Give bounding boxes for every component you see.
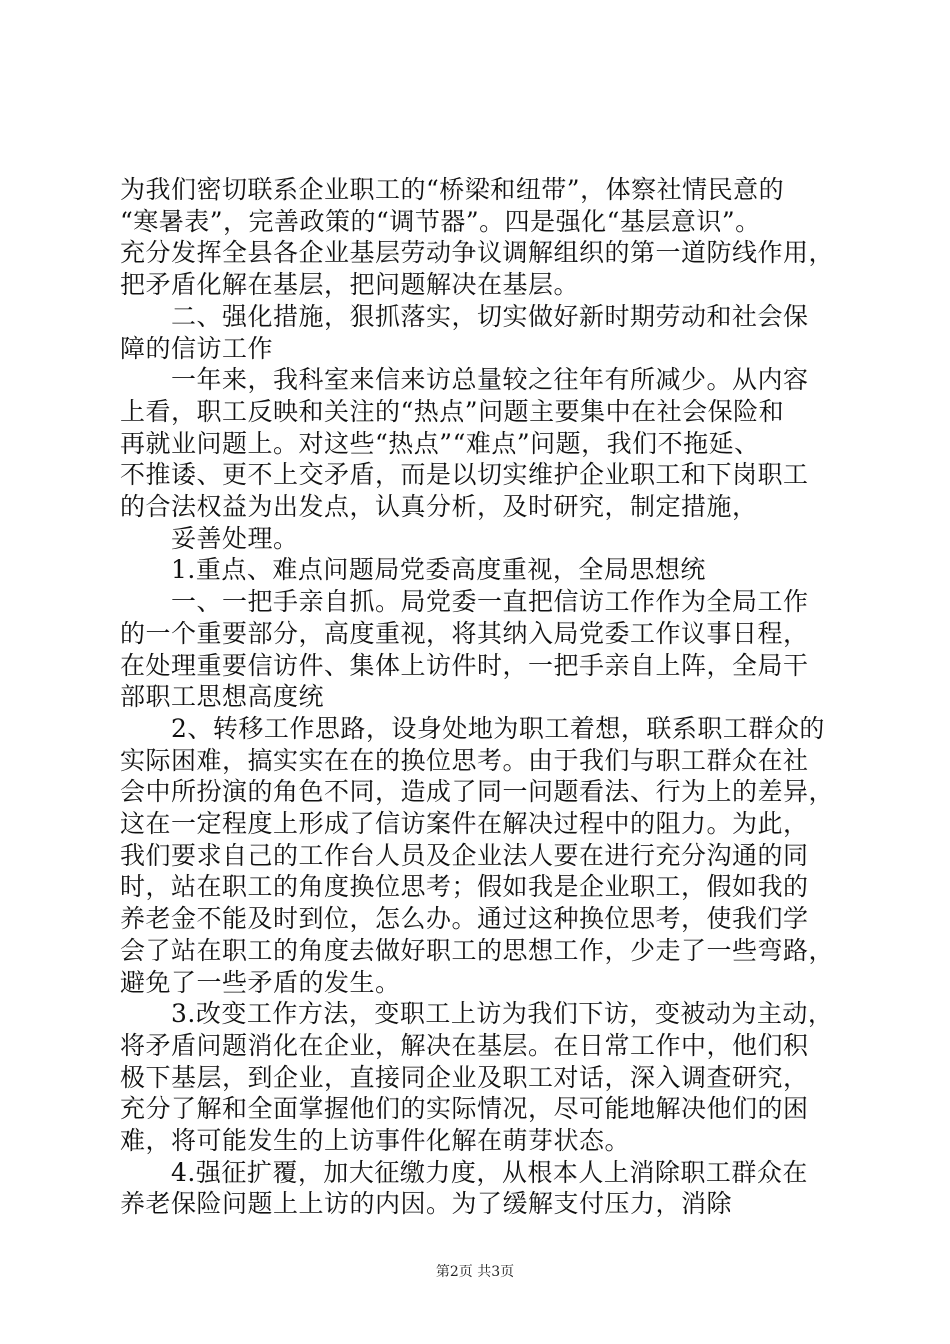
text-line: 避免了一些矛盾的发生。 <box>120 967 401 997</box>
text-line: 充分了解和全面掌握他们的实际情况，尽可能地解决他们的困 <box>120 1094 809 1124</box>
text-line: 一年来，我科室来信来访总量较之往年有所减少。从内容 <box>120 365 809 395</box>
text-line: 在处理重要信访件、集体上访件时，一把手亲自上阵，全局干 <box>120 650 809 680</box>
text-line: 一、一把手亲自抓。局党委一直把信访工作作为全局工作 <box>120 587 809 617</box>
text-line: 再就业问题上。对这些“热点”“难点”问题，我们不拖延、 <box>120 428 760 458</box>
text-line: 3.改变工作方法，变职工上访为我们下访，变被动为主动， <box>120 999 834 1029</box>
text-line: 会了站在职工的角度去做好职工的思想工作，少走了一些弯路， <box>120 935 835 965</box>
text-line: 极下基层，到企业，直接同企业及职工对话，深入调查研究， <box>120 1062 809 1092</box>
page-footer: 第2页 共3页 <box>435 1264 515 1280</box>
text-line: 把矛盾化解在基层，把问题解决在基层。 <box>120 270 580 300</box>
text-line: 时，站在职工的角度换位思考；假如我是企业职工，假如我的 <box>120 872 809 902</box>
text-line: 将矛盾问题消化在企业，解决在基层。在日常工作中，他们积 <box>120 1030 809 1060</box>
text-line: 的合法权益为出发点，认真分析，及时研究，制定措施， <box>120 492 758 521</box>
text-line: 上看，职工反映和关注的“热点”问题主要集中在社会保险和 <box>120 396 785 426</box>
text-line: 养老保险问题上上访的内因。为了缓解支付压力，消除 <box>120 1189 733 1219</box>
text-line: “寒暑表”，完善政策的“调节器”。四是强化“基层意识”。 <box>120 206 761 236</box>
text-line: 为我们密切联系企业职工的“桥梁和纽带”，体察社情民意的 <box>120 175 785 204</box>
text-line: 4.强征扩覆，加大征缴力度，从根本人上消除职工群众在 <box>120 1157 808 1187</box>
text-line: 实际困难，搞实实在在的换位思考。由于我们与职工群众在社 <box>120 745 809 775</box>
text-line: 1.重点、难点问题局党委高度重视，全局思想统 <box>120 555 706 585</box>
text-line: 难，将可能发生的上访事件化解在萌芽状态。 <box>120 1126 631 1155</box>
text-line: 会中所扮演的角色不同，造成了同一问题看法、行为上的差异， <box>120 777 835 807</box>
text-line: 妥善处理。 <box>120 523 299 553</box>
text-line: 2、转移工作思路，设身处地为职工着想，联系职工群众的 <box>120 713 825 743</box>
text-line: 养老金不能及时到位，怎么办。通过这种换位思考，使我们学 <box>120 904 809 934</box>
text-line: 不推诿、更不上交矛盾，而是以切实维护企业职工和下岗职工 <box>120 460 809 490</box>
text-line: 部职工思想高度统 <box>120 682 325 712</box>
text-line: 我们要求自己的工作台人员及企业法人要在进行充分沟通的同 <box>120 840 809 870</box>
text-line: 这在一定程度上形成了信访案件在解决过程中的阻力。为此， <box>120 809 809 838</box>
text-line: 二、强化措施，狠抓落实，切实做好新时期劳动和社会保 <box>120 301 809 331</box>
text-line: 的一个重要部分，高度重视，将其纳入局党委工作议事日程， <box>120 618 809 648</box>
text-line: 障的信访工作 <box>120 333 274 363</box>
text-line: 充分发挥全县各企业基层劳动争议调解组织的第一道防线作用， <box>120 238 835 268</box>
